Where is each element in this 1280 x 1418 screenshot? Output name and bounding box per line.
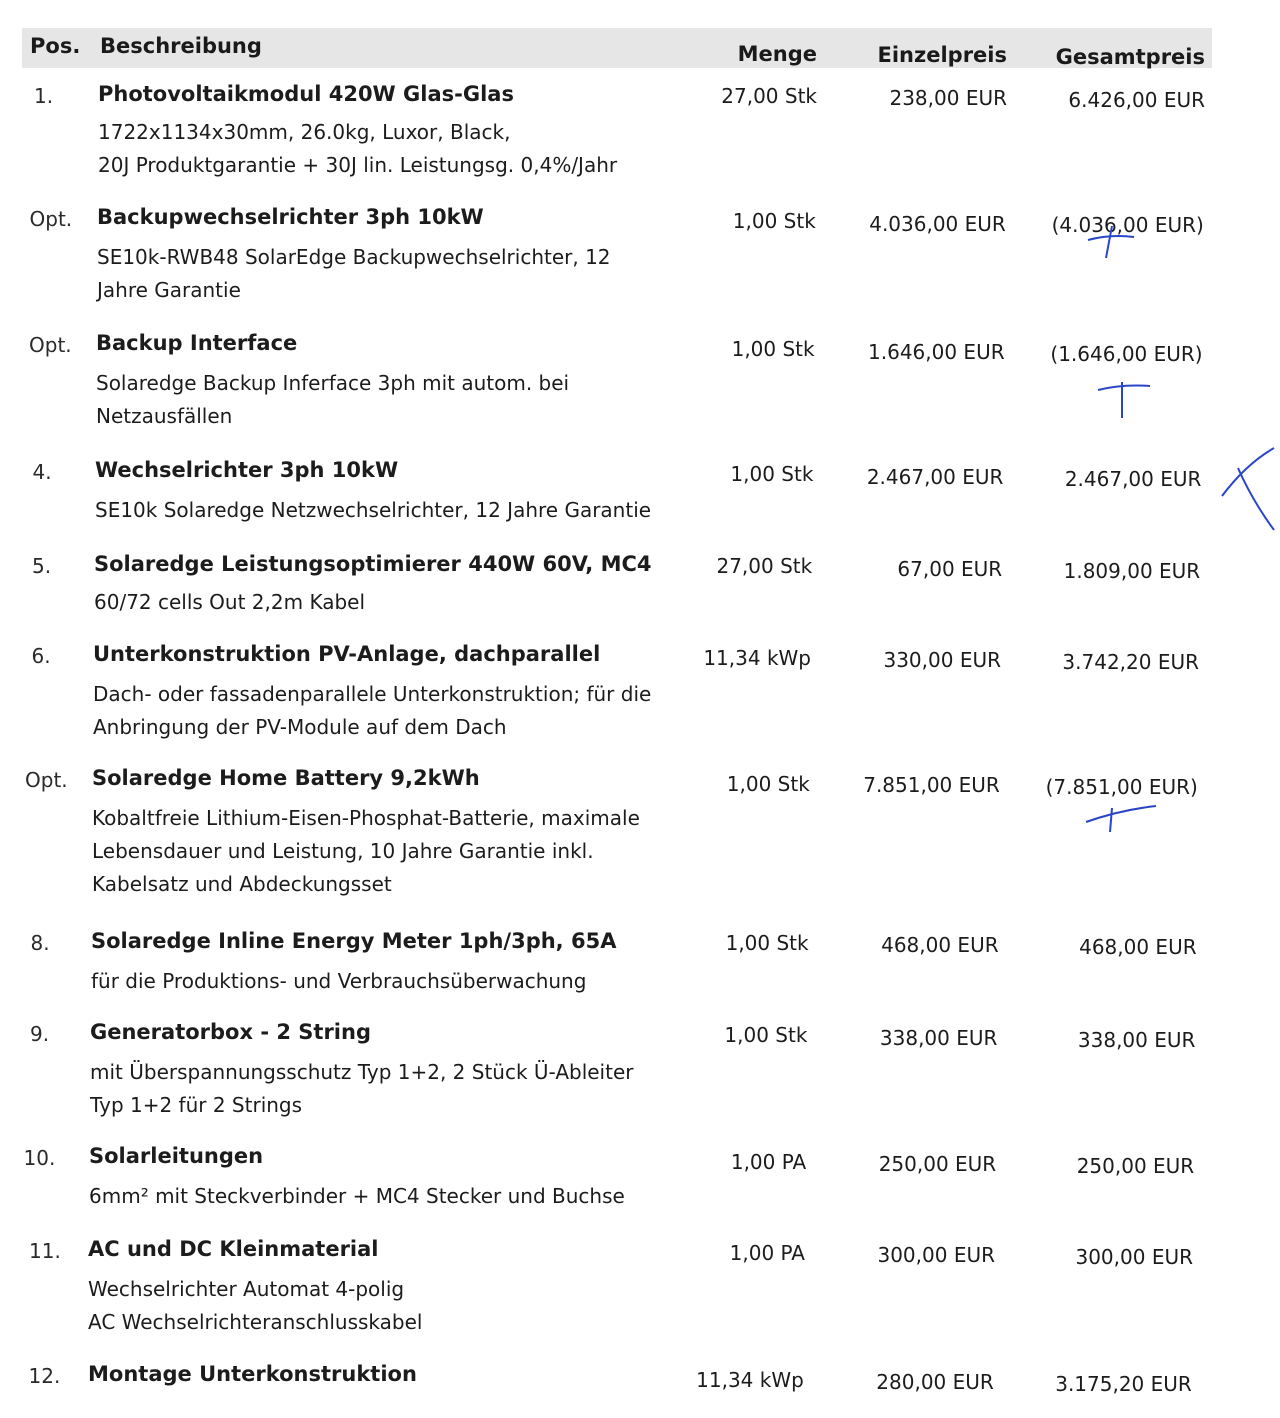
item-total-price: 300,00 EUR bbox=[1075, 1245, 1193, 1269]
cross-mark-icon bbox=[1092, 374, 1152, 424]
item-description-line: SE10k Solaredge Netzwechselrichter, 12 Jahre Garantie bbox=[95, 498, 652, 522]
item-description-line: AC Wechselrichteranschlusskabel bbox=[88, 1310, 423, 1334]
item-title: Solaredge Inline Energy Meter 1ph/3ph, 65A bbox=[91, 929, 617, 953]
item-description-line: 6mm² mit Steckverbinder + MC4 Stecker und Buchse bbox=[89, 1184, 625, 1208]
item-description-line: Kabelsatz und Abdeckungsset bbox=[92, 872, 392, 896]
x-mark-icon bbox=[1212, 440, 1278, 536]
item-title: Unterkonstruktion PV-Anlage, dachparallel bbox=[93, 642, 601, 666]
item-description-line: Jahre Garantie bbox=[97, 278, 241, 302]
item-unit-price: 1.646,00 EUR bbox=[868, 340, 1005, 364]
item-total-price: (1.646,00 EUR) bbox=[1050, 342, 1203, 366]
item-unit-price: 300,00 EUR bbox=[877, 1243, 995, 1267]
item-title: Solaredge Leistungsoptimierer 440W 60V, MC4 bbox=[94, 552, 652, 576]
item-total-price: (7.851,00 EUR) bbox=[1045, 775, 1198, 799]
item-position: 8. bbox=[30, 931, 50, 955]
item-quantity: 27,00 Stk bbox=[721, 84, 817, 108]
item-title: AC und DC Kleinmaterial bbox=[88, 1237, 379, 1261]
item-description-line: Dach- oder fassadenparallele Unterkonstruktion; für die bbox=[93, 682, 652, 706]
header-pos: Pos. bbox=[30, 34, 81, 58]
item-quantity: 27,00 Stk bbox=[716, 554, 813, 578]
item-description-line: für die Produktions- und Verbrauchsüberwachung bbox=[91, 969, 587, 993]
item-position: 5. bbox=[32, 554, 52, 578]
item-position: 6. bbox=[31, 644, 51, 668]
item-unit-price: 7.851,00 EUR bbox=[863, 773, 1000, 797]
item-title: Photovoltaikmodul 420W Glas-Glas bbox=[98, 82, 514, 106]
item-total-price: 1.809,00 EUR bbox=[1063, 559, 1201, 583]
item-unit-price: 2.467,00 EUR bbox=[866, 465, 1004, 489]
item-description-line: Wechselrichter Automat 4-polig bbox=[88, 1277, 405, 1301]
item-quantity: 1,00 Stk bbox=[730, 462, 814, 486]
item-quantity: 1,00 Stk bbox=[732, 209, 816, 233]
item-total-price: 468,00 EUR bbox=[1079, 935, 1197, 959]
item-description-line: Anbringung der PV-Module auf dem Dach bbox=[93, 715, 507, 739]
item-total-price: (4.036,00 EUR) bbox=[1051, 213, 1204, 237]
item-title: Solaredge Home Battery 9,2kWh bbox=[92, 766, 480, 790]
header-gesamtpreis: Gesamtpreis bbox=[1055, 45, 1205, 69]
item-description-line: Typ 1+2 für 2 Strings bbox=[90, 1093, 303, 1117]
item-description-line: Solaredge Backup Inferface 3ph mit autom. bei bbox=[96, 371, 570, 395]
item-unit-price: 338,00 EUR bbox=[879, 1026, 998, 1050]
item-position: 12. bbox=[28, 1364, 61, 1388]
item-position: 1. bbox=[34, 84, 54, 108]
item-quantity: 11,34 kWp bbox=[696, 1368, 804, 1392]
item-description-line: Netzausfällen bbox=[96, 404, 233, 428]
item-unit-price: 330,00 EUR bbox=[883, 648, 1001, 672]
item-position: Opt. bbox=[29, 333, 72, 357]
item-total-price: 2.467,00 EUR bbox=[1064, 467, 1202, 491]
header-einzelpreis: Einzelpreis bbox=[877, 43, 1007, 67]
item-unit-price: 280,00 EUR bbox=[876, 1370, 994, 1394]
item-description-line: Kobaltfreie Lithium-Eisen-Phosphat-Batterie, maximale bbox=[92, 806, 640, 830]
item-total-price: 3.175,20 EUR bbox=[1055, 1372, 1192, 1396]
cross-mark-icon bbox=[1080, 798, 1160, 838]
item-quantity: 1,00 Stk bbox=[731, 337, 815, 361]
cross-mark-icon bbox=[1080, 218, 1140, 268]
item-unit-price: 67,00 EUR bbox=[897, 557, 1003, 581]
item-description-line: SE10k-RWB48 SolarEdge Backupwechselrichter, 12 bbox=[97, 245, 611, 269]
item-position: 10. bbox=[23, 1146, 56, 1170]
item-title: Solarleitungen bbox=[89, 1144, 264, 1168]
item-total-price: 3.742,20 EUR bbox=[1062, 650, 1199, 674]
header-menge: Menge bbox=[737, 42, 817, 66]
item-position: 9. bbox=[30, 1022, 50, 1046]
item-description-line: 20J Produktgarantie + 30J lin. Leistungsg. 0,4%/Jahr bbox=[98, 153, 618, 177]
item-position: 11. bbox=[29, 1239, 61, 1263]
item-title: Wechselrichter 3ph 10kW bbox=[95, 458, 399, 482]
header-beschreibung: Beschreibung bbox=[100, 34, 262, 58]
item-title: Generatorbox - 2 String bbox=[90, 1020, 371, 1044]
item-description-line: Lebensdauer und Leistung, 10 Jahre Garantie inkl. bbox=[92, 839, 594, 863]
item-quantity: 1,00 PA bbox=[730, 1150, 807, 1174]
item-total-price: 338,00 EUR bbox=[1077, 1028, 1196, 1052]
item-unit-price: 250,00 EUR bbox=[878, 1152, 997, 1176]
item-quantity: 1,00 PA bbox=[729, 1241, 805, 1265]
item-title: Montage Unterkonstruktion bbox=[88, 1362, 417, 1386]
item-title: Backupwechselrichter 3ph 10kW bbox=[97, 205, 484, 229]
item-description-line: mit Überspannungsschutz Typ 1+2, 2 Stück Ü-Ableiter bbox=[90, 1060, 634, 1084]
item-description-line: 60/72 cells Out 2,2m Kabel bbox=[94, 590, 366, 614]
item-position: 4. bbox=[32, 460, 52, 484]
item-title: Backup Interface bbox=[96, 331, 298, 355]
item-quantity: 11,34 kWp bbox=[703, 646, 811, 670]
item-position: Opt. bbox=[25, 768, 68, 792]
item-unit-price: 238,00 EUR bbox=[889, 86, 1007, 110]
item-quantity: 1,00 Stk bbox=[724, 1023, 808, 1047]
item-quantity: 1,00 Stk bbox=[726, 772, 810, 796]
item-unit-price: 468,00 EUR bbox=[881, 933, 999, 957]
item-description-line: 1722x1134x30mm, 26.0kg, Luxor, Black, bbox=[98, 120, 511, 144]
item-position: Opt. bbox=[29, 207, 73, 231]
item-total-price: 6.426,00 EUR bbox=[1068, 88, 1205, 112]
item-quantity: 1,00 Stk bbox=[725, 931, 809, 955]
item-total-price: 250,00 EUR bbox=[1076, 1154, 1195, 1178]
item-unit-price: 4.036,00 EUR bbox=[869, 212, 1006, 236]
